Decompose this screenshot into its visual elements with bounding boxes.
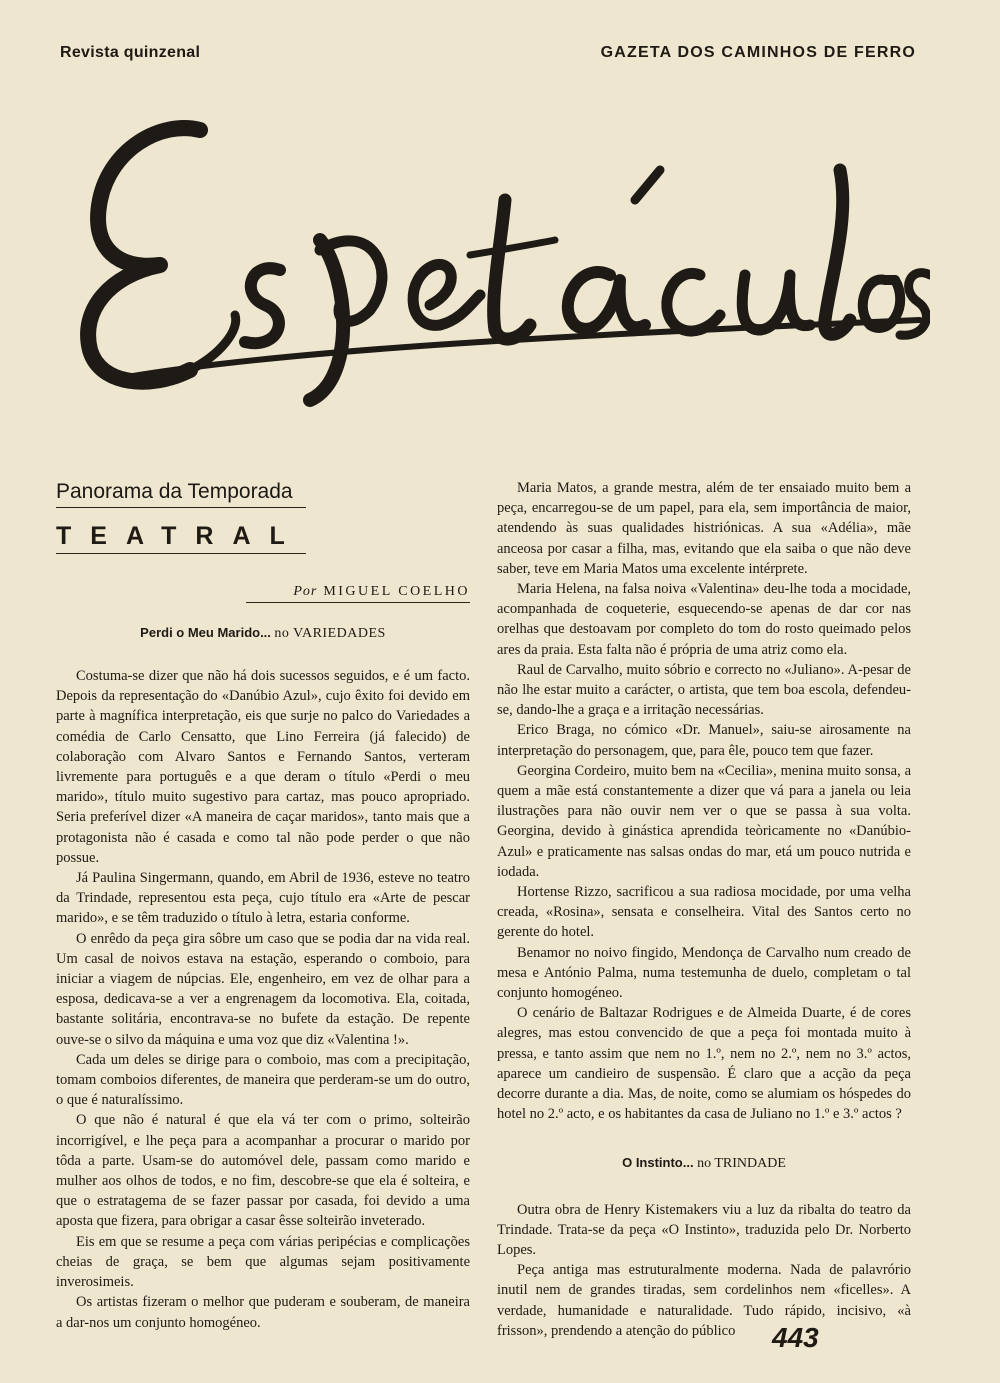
paragraph: O que não é natural é que ela vá ter com o primo, solteirão incorrigível, e lhe peça para a acompanhar a procurar o marido por tôda a parte. Usam-se do automóvel dele, passam como marido e mulher aos olhos de todos, e no fim, descobre-se que ela é solteira, e que o estratagema de se fazer passar por casada, foi devido a uma aposta que fizera, para obrigar a casar êsse solteirão inveterado. — [56, 1112, 470, 1230]
paragraph: Hortense Rizzo, sacrificou a sua radiosa mocidade, por uma velha creada, «Rosina», sensata e conselheira. Vital des Santos certo no gerente do hotel. — [497, 884, 911, 941]
section-kicker: Panorama da Temporada — [56, 480, 306, 508]
paragraph: Georgina Cordeiro, muito bem na «Cecilia», menina muito sonsa, a quem a mãe está constantemente a dizer que vá para a janela ou leia ilustrações para não ouvir nem ver o que se passa à sua volta. Georgina, devido à ginástica aprendida teòricamente no «Danúbio-Azul» e praticamente nas salsas ondas do mar, etá um pouco nutrida e iodada. — [497, 762, 911, 880]
section-title: TEATRAL — [56, 522, 306, 554]
subhead-trindade — [497, 1155, 911, 1172]
subhead-theatre: no TRINDADE — [697, 1155, 786, 1171]
subhead-theatre: no VARIEDADES — [274, 626, 386, 641]
subhead-variedades — [56, 625, 470, 642]
paragraph: Eis em que se resume a peça com várias peripécias e complicações cheias de graça, se bem que algumas sejam positivamente inverosimeis. — [56, 1233, 470, 1291]
page-number: 443 — [772, 1322, 819, 1353]
paragraph: Raul de Carvalho, muito sóbrio e correcto no «Juliano». A-pesar de não lhe estar muito a carácter, o artista, que tem boa escola, defendeu-se, dando-lhe a graça e a irritação necessárias. — [497, 661, 911, 719]
paragraph: Já Paulina Singermann, quando, em Abril de 1936, esteve no teatro da Trindade, representou esta peça, cujo título era «Arte de pescar marido», e se têm traduzido o título à letra, estaria conforme. — [56, 870, 470, 927]
right-column — [497, 478, 911, 1341]
header-magazine-name: GAZETA DOS CAMINHOS DE FERRO — [600, 44, 916, 61]
paragraph: Os artistas fizeram o melhor que puderam e souberam, de maneira a dar-nos um conjunto homogéneo. — [56, 1294, 470, 1331]
paragraph: Maria Helena, na falsa noiva «Valentina» deu-lhe toda a mocidade, acompanhada de coqueterie, esquecendo-se apenas de dar cor nas orelhas que destoavam por completo do tom do rosto queimado pelos ares da praia. Esta falta não é própria de uma atriz como ela. — [497, 581, 911, 658]
subhead-play-title: Perdi o Meu Marido... — [140, 625, 271, 640]
left-column — [56, 480, 470, 1333]
paragraph: Maria Matos, a grande mestra, além de ter ensaiado muito bem a peça, encarregou-se de um papel, para ela, sem importância de maior, atendendo às suas qualidades histriónicas. A sua «Adélia», mãe anceosa por casar a filha, mas, evitando que ela saiba o que não deve saber, teve em Maria Matos uma excelente intérprete. — [497, 480, 911, 577]
paragraph: Outra obra de Henry Kistemakers viu a luz da ribalta do teatro da Trindade. Trata-se da peça «O Instinto», traduzida pelo Dr. Norberto Lopes. — [497, 1201, 911, 1258]
byline-prefix: Por — [293, 584, 318, 599]
subhead-play-title: O Instinto... — [622, 1154, 694, 1170]
byline-author: MIGUEL COELHO — [323, 584, 470, 599]
paragraph: Costuma-se dizer que não há dois sucessos seguidos, e é um facto. Depois da representação do «Danúbio Azul», cujo êxito foi devido em parte à magnífica interpretação, eis que surje no palco do Variedades a comédia de Carlo Censatto, que Lino Ferreira (já falecido) de colaboração com Alvaro Santos e Fernando Santos, verteram livremente para português e a que deram o título «Perdi o meu marido», título muito sugestivo para cartaz, mas pouco apropriado. Seria preferível dizer «A maneira de caçar maridos», tanto mais que a protagonista não é casada e como tal não pode perder o que não possue. — [56, 668, 470, 866]
paragraph: O cenário de Baltazar Rodrigues e de Almeida Duarte, é de cores alegres, mas estou convencido de que a peça foi montada muito à pressa, e tanto assim que nem no 1.º, nem no 2.º, nem no 3.º actos, aparece um candieiro de suspensão. É claro que a acção da peça decorre durante a dia. Mas, de noite, como se alumiam os hóspedes do hotel no 2.º acto, e os habitantes da casa de Juliano no 1.º e 3.º actos ? — [497, 1005, 911, 1123]
paragraph: Benamor no noivo fingido, Mendonça de Carvalho num creado de mesa e António Palma, numa testemunha de duelo, completam o tal conjunto homogéneo. — [497, 944, 911, 1002]
paragraph: Erico Braga, no cómico «Dr. Manuel», saiu-se airosamente na interpretação do personagem, que, para êle, pouco tem que fazer. — [497, 722, 911, 759]
masthead-title — [50, 80, 930, 410]
byline — [246, 584, 470, 603]
header-publication-frequency: Revista quinzenal — [60, 44, 201, 61]
paragraph: Peça antiga mas estruturalmente moderna. Nada de palavrório inutil nem de grandes tiradas, sem cordelinhos nem «ficelles». A verdade, humanidade e naturalidade. Tudo rápido, incisivo, «à frisson», prendendo a atenção do público — [497, 1262, 911, 1339]
paragraph: Cada um deles se dirige para o comboio, mas com a precipitação, tomam comboios diferentes, de maneira que perderam-se um do outro, o que é naturalíssimo. — [56, 1051, 470, 1109]
paragraph: O enrêdo da peça gira sôbre um caso que se podia dar na vida real. Um casal de noivos estava na estação, esperando o comboio, para iniciar a viagem de núpcias. Ele, engenheiro, em vez de olhar para a esposa, dedicava-se a ver a engrenagem da locomotiva. Ela, coitada, bastante solitária, encontrava-se no bufete da estação. De repente ouve-se o silvo da máquina e uma voz que diz «Valentina !». — [56, 930, 470, 1048]
script-title-art — [50, 80, 930, 410]
